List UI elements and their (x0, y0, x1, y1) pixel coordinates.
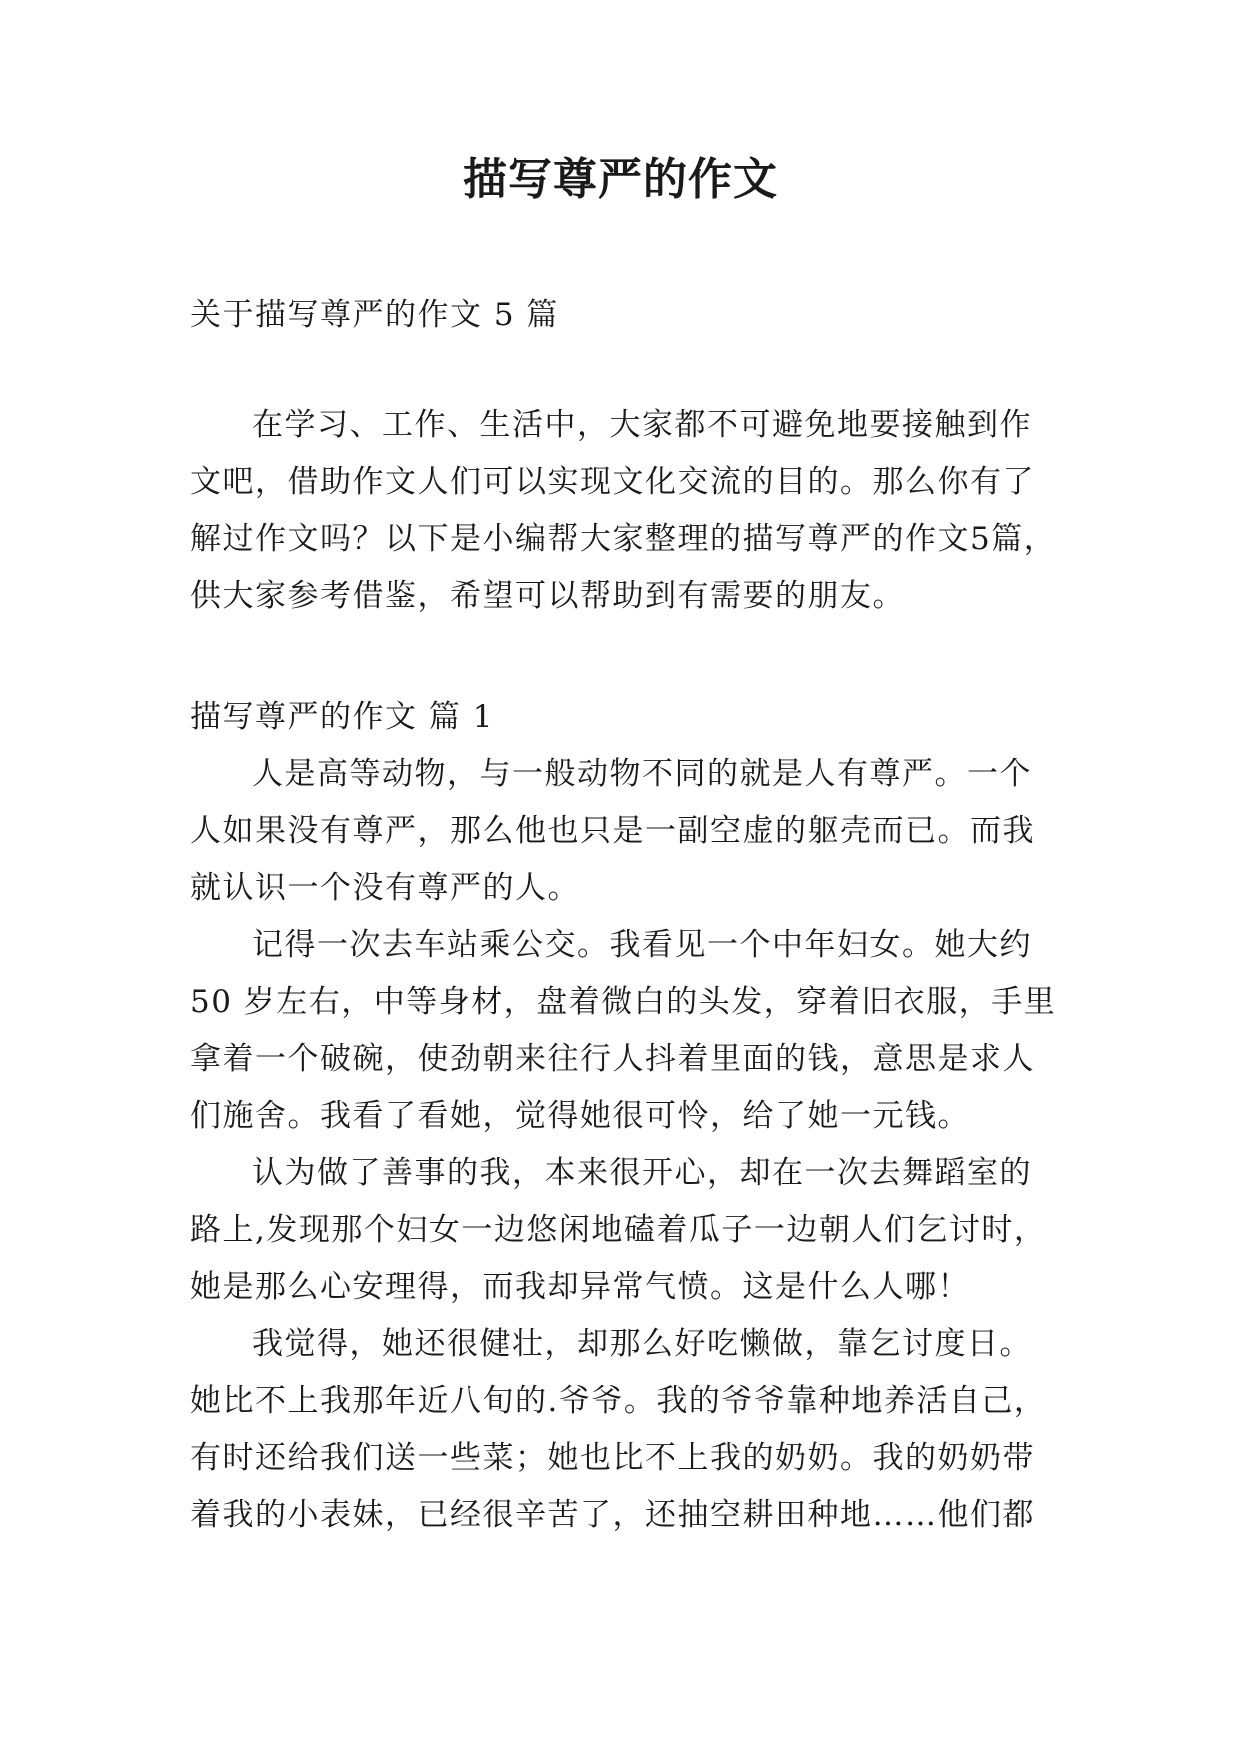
body-paragraph: 我觉得，她还很健壮，却那么好吃懒做，靠乞讨度日。她比不上我那年近八旬的.爷爷。我的爷爷靠种地养活自己，有时还给我们送一些菜；她也比不上我的奶奶。我的奶奶带着我的小表妹，已经很辛苦了，还抽空耕田种地……他们都 (190, 1326, 1047, 1533)
section-heading: 描写尊严的作文 篇 1 (190, 699, 494, 735)
document-subtitle: 关于描写尊严的作文 5 篇 (190, 297, 559, 333)
body-paragraph: 人是高等动物，与一般动物不同的就是人有尊严。一个人如果没有尊严，那么他也只是一副空虚的躯壳而已。而我就认识一个没有尊严的人。 (190, 756, 1035, 906)
body-paragraph: 认为做了善事的我，本来很开心，却在一次去舞蹈室的路上,发现那个妇女一边悠闲地磕着瓜子一边朝人们乞讨时，她是那么心安理得，而我却异常气愤。这是什么人哪！ (190, 1155, 1047, 1305)
intro-paragraph: 在学习、工作、生活中，大家都不可避免地要接触到作文吧，借助作文人们可以实现文化交流的目的。那么你有了解过作文吗？以下是小编帮大家整理的描写尊严的作文5篇，供大家参考借鉴，希望可以帮助到有需要的朋友。 (190, 407, 1057, 614)
body-paragraph: 记得一次去车站乘公交。我看见一个中年妇女。她大约 50 岁左右，中等身材，盘着微白的头发，穿着旧衣服，手里拿着一个破碗，使劲朝来往行人抖着里面的钱，意思是求人们施舍。我看了看她，觉得她很可怜，给了她一元钱。 (190, 927, 1057, 1134)
document-title: 描写尊严的作文 (463, 154, 778, 205)
document-body (190, 295, 1060, 1544)
